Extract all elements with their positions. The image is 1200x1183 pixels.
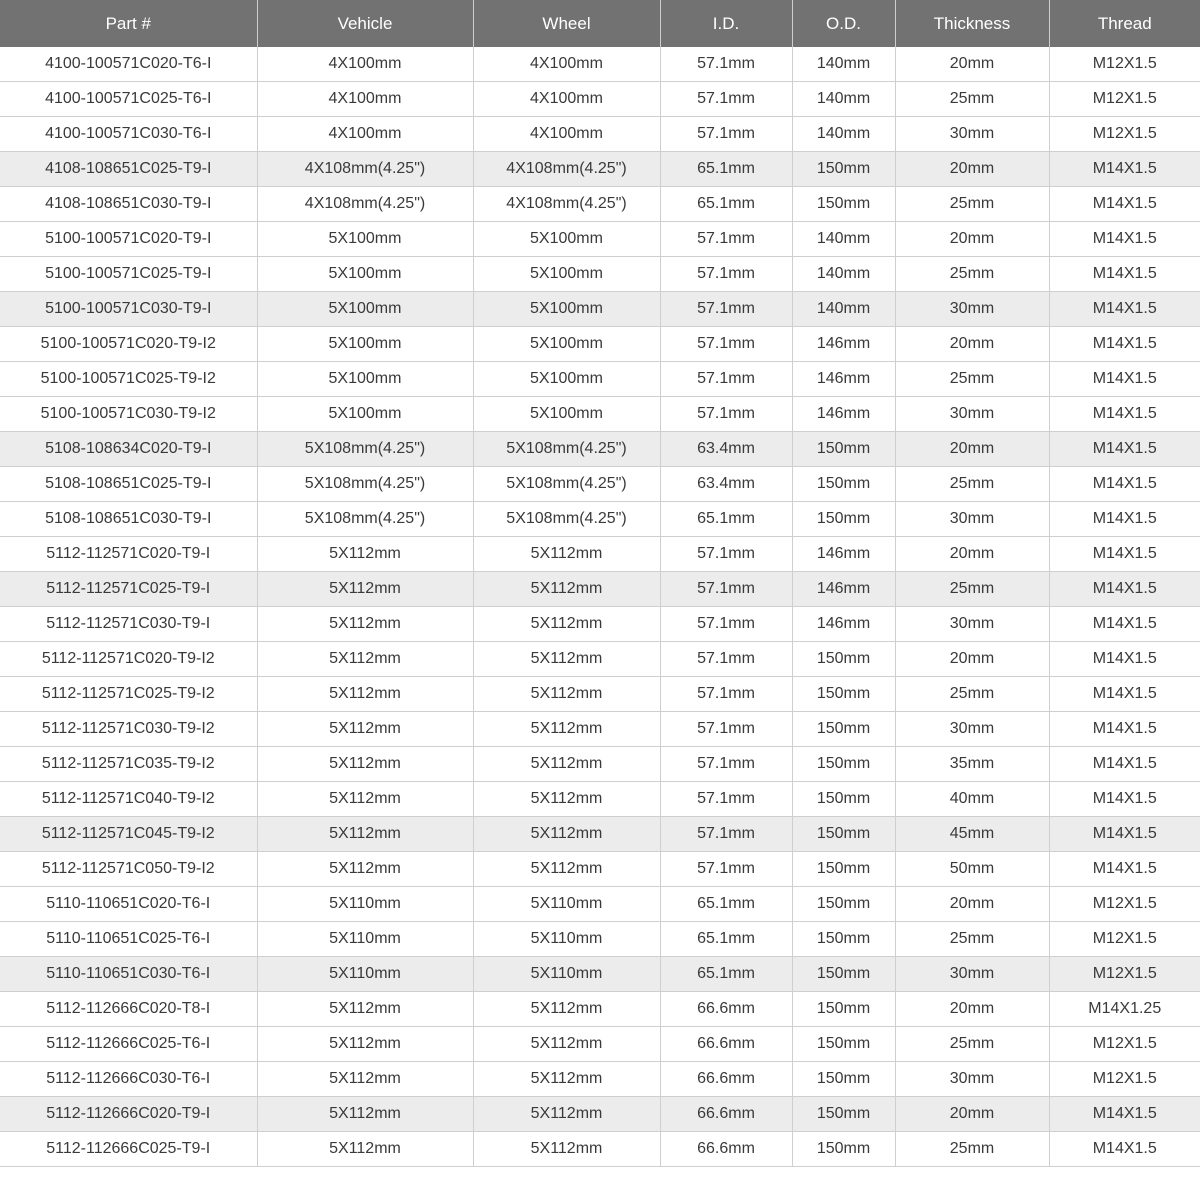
cell-part-number: 5110-110651C025-T6-I xyxy=(0,922,257,957)
table-row xyxy=(0,1132,1200,1167)
header-outer-diameter: O.D. xyxy=(792,0,895,47)
cell-part-number: 5100-100571C030-T9-I xyxy=(0,292,257,327)
cell-part-number: 4100-100571C025-T6-I xyxy=(0,82,257,117)
cell-part-number: 5112-112571C025-T9-I xyxy=(0,572,257,607)
cell-vehicle: 4X108mm(4.25") xyxy=(257,187,473,222)
header-thickness: Thickness xyxy=(895,0,1049,47)
cell-wheel: 5X100mm xyxy=(473,257,660,292)
cell-thread: M14X1.5 xyxy=(1049,152,1200,187)
cell-inner-diameter: 65.1mm xyxy=(660,922,792,957)
cell-inner-diameter: 66.6mm xyxy=(660,992,792,1027)
cell-inner-diameter: 57.1mm xyxy=(660,537,792,572)
cell-thickness: 25mm xyxy=(895,922,1049,957)
cell-thread: M14X1.5 xyxy=(1049,782,1200,817)
cell-inner-diameter: 57.1mm xyxy=(660,117,792,152)
table-row xyxy=(0,467,1200,502)
table-row xyxy=(0,47,1200,82)
cell-thickness: 20mm xyxy=(895,1097,1049,1132)
cell-outer-diameter: 150mm xyxy=(792,957,895,992)
cell-thread: M12X1.5 xyxy=(1049,1062,1200,1097)
table-row xyxy=(0,887,1200,922)
cell-vehicle: 5X112mm xyxy=(257,1132,473,1167)
cell-thread: M12X1.5 xyxy=(1049,922,1200,957)
cell-vehicle: 5X112mm xyxy=(257,992,473,1027)
cell-thickness: 45mm xyxy=(895,817,1049,852)
cell-vehicle: 5X112mm xyxy=(257,852,473,887)
table-row xyxy=(0,257,1200,292)
cell-vehicle: 4X108mm(4.25") xyxy=(257,152,473,187)
cell-inner-diameter: 65.1mm xyxy=(660,957,792,992)
table-row xyxy=(0,677,1200,712)
table-row xyxy=(0,852,1200,887)
cell-thickness: 40mm xyxy=(895,782,1049,817)
cell-outer-diameter: 150mm xyxy=(792,782,895,817)
cell-outer-diameter: 140mm xyxy=(792,257,895,292)
cell-wheel: 5X112mm xyxy=(473,747,660,782)
cell-part-number: 5112-112666C020-T9-I xyxy=(0,1097,257,1132)
cell-outer-diameter: 146mm xyxy=(792,327,895,362)
cell-vehicle: 5X112mm xyxy=(257,607,473,642)
cell-wheel: 5X112mm xyxy=(473,642,660,677)
cell-thread: M14X1.5 xyxy=(1049,327,1200,362)
cell-wheel: 5X112mm xyxy=(473,712,660,747)
cell-inner-diameter: 57.1mm xyxy=(660,642,792,677)
cell-wheel: 5X110mm xyxy=(473,957,660,992)
table-row xyxy=(0,957,1200,992)
table-row xyxy=(0,817,1200,852)
cell-thread: M14X1.5 xyxy=(1049,642,1200,677)
cell-inner-diameter: 57.1mm xyxy=(660,817,792,852)
cell-part-number: 5112-112571C040-T9-I2 xyxy=(0,782,257,817)
cell-outer-diameter: 150mm xyxy=(792,432,895,467)
cell-outer-diameter: 150mm xyxy=(792,1097,895,1132)
cell-vehicle: 5X112mm xyxy=(257,677,473,712)
cell-inner-diameter: 57.1mm xyxy=(660,47,792,82)
cell-thickness: 25mm xyxy=(895,677,1049,712)
cell-thread: M14X1.5 xyxy=(1049,362,1200,397)
table-row xyxy=(0,782,1200,817)
cell-thickness: 30mm xyxy=(895,607,1049,642)
cell-part-number: 4100-100571C020-T6-I xyxy=(0,47,257,82)
cell-vehicle: 5X112mm xyxy=(257,817,473,852)
cell-thread: M14X1.5 xyxy=(1049,1097,1200,1132)
cell-part-number: 5112-112571C020-T9-I2 xyxy=(0,642,257,677)
table-row xyxy=(0,187,1200,222)
cell-part-number: 5100-100571C025-T9-I xyxy=(0,257,257,292)
cell-outer-diameter: 150mm xyxy=(792,1132,895,1167)
cell-vehicle: 5X100mm xyxy=(257,222,473,257)
cell-wheel: 5X112mm xyxy=(473,782,660,817)
table-row xyxy=(0,397,1200,432)
header-vehicle: Vehicle xyxy=(257,0,473,47)
cell-wheel: 4X100mm xyxy=(473,117,660,152)
cell-thickness: 30mm xyxy=(895,1062,1049,1097)
cell-inner-diameter: 66.6mm xyxy=(660,1027,792,1062)
cell-thread: M14X1.5 xyxy=(1049,537,1200,572)
cell-inner-diameter: 57.1mm xyxy=(660,607,792,642)
cell-wheel: 4X108mm(4.25") xyxy=(473,152,660,187)
cell-inner-diameter: 57.1mm xyxy=(660,222,792,257)
cell-thickness: 30mm xyxy=(895,712,1049,747)
cell-part-number: 5112-112571C025-T9-I2 xyxy=(0,677,257,712)
table-row xyxy=(0,292,1200,327)
cell-wheel: 5X112mm xyxy=(473,1097,660,1132)
cell-vehicle: 5X112mm xyxy=(257,712,473,747)
cell-part-number: 5112-112571C030-T9-I2 xyxy=(0,712,257,747)
cell-outer-diameter: 150mm xyxy=(792,992,895,1027)
cell-part-number: 5112-112666C025-T9-I xyxy=(0,1132,257,1167)
table-row xyxy=(0,537,1200,572)
cell-vehicle: 5X100mm xyxy=(257,257,473,292)
table-row xyxy=(0,712,1200,747)
cell-vehicle: 5X112mm xyxy=(257,572,473,607)
cell-thread: M14X1.5 xyxy=(1049,257,1200,292)
cell-thread: M14X1.5 xyxy=(1049,712,1200,747)
cell-thread: M12X1.5 xyxy=(1049,887,1200,922)
cell-wheel: 4X100mm xyxy=(473,82,660,117)
cell-thread: M14X1.5 xyxy=(1049,607,1200,642)
cell-wheel: 5X112mm xyxy=(473,1027,660,1062)
cell-part-number: 5112-112571C030-T9-I xyxy=(0,607,257,642)
cell-outer-diameter: 146mm xyxy=(792,607,895,642)
header-inner-diameter: I.D. xyxy=(660,0,792,47)
cell-thickness: 25mm xyxy=(895,1027,1049,1062)
cell-thread: M14X1.5 xyxy=(1049,677,1200,712)
cell-vehicle: 5X112mm xyxy=(257,537,473,572)
cell-part-number: 5112-112666C025-T6-I xyxy=(0,1027,257,1062)
header-wheel: Wheel xyxy=(473,0,660,47)
cell-part-number: 5100-100571C025-T9-I2 xyxy=(0,362,257,397)
cell-outer-diameter: 150mm xyxy=(792,817,895,852)
cell-thickness: 35mm xyxy=(895,747,1049,782)
cell-inner-diameter: 57.1mm xyxy=(660,712,792,747)
cell-thread: M14X1.5 xyxy=(1049,502,1200,537)
cell-thread: M14X1.5 xyxy=(1049,187,1200,222)
table-row xyxy=(0,222,1200,257)
cell-outer-diameter: 140mm xyxy=(792,292,895,327)
table-row xyxy=(0,607,1200,642)
table-row xyxy=(0,572,1200,607)
cell-wheel: 5X112mm xyxy=(473,572,660,607)
cell-inner-diameter: 65.1mm xyxy=(660,502,792,537)
cell-thread: M14X1.5 xyxy=(1049,572,1200,607)
cell-vehicle: 5X108mm(4.25") xyxy=(257,467,473,502)
cell-part-number: 5112-112666C020-T8-I xyxy=(0,992,257,1027)
cell-wheel: 5X108mm(4.25") xyxy=(473,467,660,502)
table-row xyxy=(0,152,1200,187)
cell-vehicle: 5X108mm(4.25") xyxy=(257,432,473,467)
cell-inner-diameter: 57.1mm xyxy=(660,362,792,397)
cell-thread: M12X1.5 xyxy=(1049,1027,1200,1062)
cell-outer-diameter: 150mm xyxy=(792,467,895,502)
cell-outer-diameter: 140mm xyxy=(792,222,895,257)
cell-wheel: 5X110mm xyxy=(473,887,660,922)
cell-thickness: 25mm xyxy=(895,82,1049,117)
cell-wheel: 5X100mm xyxy=(473,397,660,432)
cell-part-number: 4100-100571C030-T6-I xyxy=(0,117,257,152)
cell-inner-diameter: 65.1mm xyxy=(660,187,792,222)
cell-part-number: 5112-112571C050-T9-I2 xyxy=(0,852,257,887)
header-part-number: Part # xyxy=(0,0,257,47)
table-row xyxy=(0,432,1200,467)
cell-wheel: 5X100mm xyxy=(473,222,660,257)
cell-part-number: 4108-108651C025-T9-I xyxy=(0,152,257,187)
cell-wheel: 5X112mm xyxy=(473,677,660,712)
cell-outer-diameter: 150mm xyxy=(792,1062,895,1097)
cell-thickness: 20mm xyxy=(895,432,1049,467)
cell-part-number: 5112-112666C030-T6-I xyxy=(0,1062,257,1097)
cell-part-number: 5110-110651C030-T6-I xyxy=(0,957,257,992)
cell-part-number: 5110-110651C020-T6-I xyxy=(0,887,257,922)
cell-part-number: 4108-108651C030-T9-I xyxy=(0,187,257,222)
cell-part-number: 5100-100571C030-T9-I2 xyxy=(0,397,257,432)
cell-outer-diameter: 150mm xyxy=(792,502,895,537)
cell-wheel: 5X108mm(4.25") xyxy=(473,502,660,537)
cell-part-number: 5112-112571C045-T9-I2 xyxy=(0,817,257,852)
cell-thickness: 20mm xyxy=(895,642,1049,677)
table-row xyxy=(0,117,1200,152)
cell-outer-diameter: 150mm xyxy=(792,747,895,782)
cell-thread: M14X1.5 xyxy=(1049,292,1200,327)
cell-wheel: 5X112mm xyxy=(473,537,660,572)
cell-thickness: 20mm xyxy=(895,887,1049,922)
cell-thickness: 30mm xyxy=(895,397,1049,432)
cell-vehicle: 5X100mm xyxy=(257,397,473,432)
cell-wheel: 5X110mm xyxy=(473,922,660,957)
cell-vehicle: 5X112mm xyxy=(257,747,473,782)
table-row xyxy=(0,502,1200,537)
cell-wheel: 5X112mm xyxy=(473,992,660,1027)
table-row xyxy=(0,1027,1200,1062)
cell-thickness: 25mm xyxy=(895,467,1049,502)
cell-vehicle: 5X110mm xyxy=(257,922,473,957)
cell-vehicle: 5X112mm xyxy=(257,1062,473,1097)
table-row xyxy=(0,922,1200,957)
cell-outer-diameter: 150mm xyxy=(792,922,895,957)
cell-outer-diameter: 140mm xyxy=(792,82,895,117)
cell-thread: M12X1.5 xyxy=(1049,47,1200,82)
cell-thickness: 20mm xyxy=(895,222,1049,257)
cell-part-number: 5108-108651C030-T9-I xyxy=(0,502,257,537)
cell-part-number: 5112-112571C020-T9-I xyxy=(0,537,257,572)
cell-inner-diameter: 63.4mm xyxy=(660,467,792,502)
cell-thickness: 25mm xyxy=(895,187,1049,222)
cell-part-number: 5108-108634C020-T9-I xyxy=(0,432,257,467)
cell-vehicle: 5X110mm xyxy=(257,957,473,992)
cell-thread: M14X1.25 xyxy=(1049,992,1200,1027)
cell-outer-diameter: 150mm xyxy=(792,187,895,222)
cell-vehicle: 4X100mm xyxy=(257,47,473,82)
cell-inner-diameter: 57.1mm xyxy=(660,82,792,117)
cell-thread: M14X1.5 xyxy=(1049,817,1200,852)
cell-outer-diameter: 146mm xyxy=(792,537,895,572)
cell-inner-diameter: 57.1mm xyxy=(660,852,792,887)
table-row xyxy=(0,82,1200,117)
cell-vehicle: 5X100mm xyxy=(257,362,473,397)
cell-thread: M14X1.5 xyxy=(1049,222,1200,257)
cell-outer-diameter: 146mm xyxy=(792,572,895,607)
cell-outer-diameter: 140mm xyxy=(792,117,895,152)
cell-thread: M12X1.5 xyxy=(1049,117,1200,152)
cell-wheel: 4X108mm(4.25") xyxy=(473,187,660,222)
cell-outer-diameter: 150mm xyxy=(792,887,895,922)
cell-vehicle: 5X100mm xyxy=(257,292,473,327)
cell-inner-diameter: 63.4mm xyxy=(660,432,792,467)
cell-part-number: 5108-108651C025-T9-I xyxy=(0,467,257,502)
cell-thickness: 50mm xyxy=(895,852,1049,887)
cell-inner-diameter: 57.1mm xyxy=(660,397,792,432)
cell-outer-diameter: 150mm xyxy=(792,1027,895,1062)
cell-wheel: 5X112mm xyxy=(473,1062,660,1097)
cell-wheel: 5X100mm xyxy=(473,327,660,362)
table-row xyxy=(0,362,1200,397)
cell-thickness: 25mm xyxy=(895,257,1049,292)
cell-inner-diameter: 57.1mm xyxy=(660,572,792,607)
table-row xyxy=(0,1062,1200,1097)
cell-thickness: 25mm xyxy=(895,362,1049,397)
cell-inner-diameter: 66.6mm xyxy=(660,1097,792,1132)
cell-wheel: 5X112mm xyxy=(473,852,660,887)
cell-wheel: 4X100mm xyxy=(473,47,660,82)
cell-vehicle: 5X100mm xyxy=(257,327,473,362)
cell-vehicle: 5X112mm xyxy=(257,1097,473,1132)
cell-inner-diameter: 66.6mm xyxy=(660,1062,792,1097)
cell-wheel: 5X112mm xyxy=(473,1132,660,1167)
cell-thickness: 30mm xyxy=(895,117,1049,152)
table-row xyxy=(0,992,1200,1027)
cell-outer-diameter: 146mm xyxy=(792,362,895,397)
cell-part-number: 5100-100571C020-T9-I2 xyxy=(0,327,257,362)
cell-part-number: 5112-112571C035-T9-I2 xyxy=(0,747,257,782)
cell-inner-diameter: 57.1mm xyxy=(660,677,792,712)
cell-thread: M12X1.5 xyxy=(1049,82,1200,117)
cell-wheel: 5X108mm(4.25") xyxy=(473,432,660,467)
cell-wheel: 5X100mm xyxy=(473,292,660,327)
header-thread: Thread xyxy=(1049,0,1200,47)
cell-vehicle: 5X112mm xyxy=(257,642,473,677)
cell-vehicle: 4X100mm xyxy=(257,117,473,152)
table-row xyxy=(0,642,1200,677)
cell-vehicle: 4X100mm xyxy=(257,82,473,117)
cell-outer-diameter: 150mm xyxy=(792,852,895,887)
cell-vehicle: 5X110mm xyxy=(257,887,473,922)
cell-thickness: 20mm xyxy=(895,992,1049,1027)
cell-inner-diameter: 66.6mm xyxy=(660,1132,792,1167)
cell-wheel: 5X112mm xyxy=(473,607,660,642)
cell-outer-diameter: 150mm xyxy=(792,677,895,712)
cell-thickness: 20mm xyxy=(895,327,1049,362)
table-row xyxy=(0,327,1200,362)
table-row xyxy=(0,747,1200,782)
table-row xyxy=(0,1097,1200,1132)
cell-inner-diameter: 57.1mm xyxy=(660,257,792,292)
cell-outer-diameter: 146mm xyxy=(792,397,895,432)
cell-part-number: 5100-100571C020-T9-I xyxy=(0,222,257,257)
cell-outer-diameter: 150mm xyxy=(792,152,895,187)
cell-wheel: 5X100mm xyxy=(473,362,660,397)
cell-vehicle: 5X108mm(4.25") xyxy=(257,502,473,537)
cell-thread: M14X1.5 xyxy=(1049,432,1200,467)
cell-thread: M14X1.5 xyxy=(1049,467,1200,502)
cell-inner-diameter: 57.1mm xyxy=(660,782,792,817)
cell-inner-diameter: 57.1mm xyxy=(660,292,792,327)
cell-thickness: 20mm xyxy=(895,152,1049,187)
cell-wheel: 5X112mm xyxy=(473,817,660,852)
cell-thickness: 20mm xyxy=(895,47,1049,82)
cell-inner-diameter: 57.1mm xyxy=(660,747,792,782)
cell-thread: M14X1.5 xyxy=(1049,747,1200,782)
cell-thread: M14X1.5 xyxy=(1049,397,1200,432)
cell-outer-diameter: 150mm xyxy=(792,712,895,747)
table-body xyxy=(0,47,1200,1167)
header-row xyxy=(0,0,1200,47)
cell-thickness: 25mm xyxy=(895,1132,1049,1167)
cell-vehicle: 5X112mm xyxy=(257,1027,473,1062)
cell-thickness: 25mm xyxy=(895,572,1049,607)
cell-inner-diameter: 57.1mm xyxy=(660,327,792,362)
cell-thickness: 20mm xyxy=(895,537,1049,572)
table-header xyxy=(0,0,1200,47)
cell-thread: M14X1.5 xyxy=(1049,1132,1200,1167)
cell-inner-diameter: 65.1mm xyxy=(660,887,792,922)
cell-outer-diameter: 150mm xyxy=(792,642,895,677)
cell-vehicle: 5X112mm xyxy=(257,782,473,817)
cell-outer-diameter: 140mm xyxy=(792,47,895,82)
cell-thickness: 30mm xyxy=(895,502,1049,537)
cell-thread: M12X1.5 xyxy=(1049,957,1200,992)
cell-thickness: 30mm xyxy=(895,957,1049,992)
cell-thread: M14X1.5 xyxy=(1049,852,1200,887)
cell-inner-diameter: 65.1mm xyxy=(660,152,792,187)
cell-thickness: 30mm xyxy=(895,292,1049,327)
